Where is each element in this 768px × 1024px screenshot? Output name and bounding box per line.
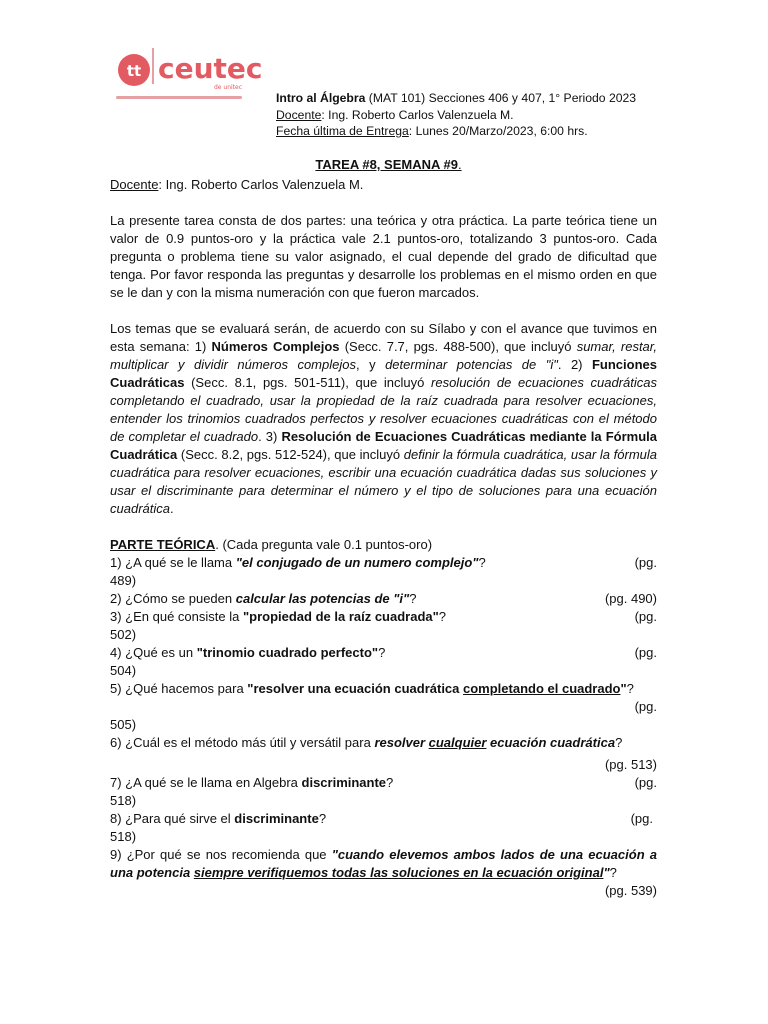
question-5: 5) ¿Qué hacemos para "resolver una ecuación cuadrática completando el cuadrado"? (pg. 505) <box>110 681 657 732</box>
docente-line: Docente: Ing. Roberto Carlos Valenzuela M. <box>276 107 514 122</box>
question-8: 8) ¿Para qué sirve el discriminante? (pg. 518) <box>110 811 653 844</box>
logo-mark-text: tt <box>126 62 142 80</box>
fecha-line: Fecha última de Entrega: Lunes 20/Marzo/2023, 6:00 hrs. <box>276 124 588 138</box>
question-4: 4) ¿Qué es un "trinomio cuadrado perfecto"? (pg. 504) <box>110 645 657 678</box>
intro-paragraph: La presente tarea consta de dos partes: una teórica y otra práctica. La parte teórica tiene un valor de 0.9 puntos-oro y la práctica vale 2.1 puntos-oro, totalizando 3 puntos-oro. Cada pregunta o problema tiene su valor asignado, el cual depende del grado de dificultad que tenga. Por favor responda las preguntas y desarrolle los problemas en el mismo orden en que se le dan y con la misma numeración con que fueron marcados. <box>110 213 657 300</box>
question-2: 2) ¿Cómo se pueden calcular las potencias de "i"? (pg. 490) <box>110 591 657 606</box>
temas-paragraph: Los temas que se evaluará serán, de acuerdo con su Sílabo y con el avance que tuvimos en esta semana: 1) Números Complejos (Secc. 7.7, pgs. 488-500), que incluyó sumar, restar, multiplicar y dividir números complejos, y determinar potencias de "i". 2) Funciones Cuadráticas (Secc. 8.1, pgs. 501-511), que incluyó resolución de ecuaciones cuadráticas completando el cuadrado, usar la propiedad de la raíz cuadrada para resolver ecuaciones, entender los trinomios cuadrados perfectos y resolver ecuaciones cuadráticas con el método de completar el cuadrado. 3) Resolución de Ecuaciones Cuadráticas mediante la Fórmula Cuadrática (Secc. 8.2, pgs. 512-524), que incluyó definir la fórmula cuadrática, usar la fórmula cuadrática para resolver ecuaciones, escribir una ecuación cuadrática dadas sus soluciones y usar el discriminante para determinar el número y el tipo de soluciones para una ecuación cuadrática. <box>110 321 658 516</box>
docente-line-body: Docente: Ing. Roberto Carlos Valenzuela M. <box>110 177 364 192</box>
logo-underline <box>116 96 242 99</box>
question-3: 3) ¿En qué consiste la "propiedad de la raíz cuadrada"? (pg. 502) <box>110 609 657 642</box>
document-body <box>110 156 657 900</box>
parte-teorica-heading: PARTE TEÓRICA. (Cada pregunta vale 0.1 puntos-oro) <box>110 537 433 552</box>
question-7: 7) ¿A qué se le llama en Algebra discriminante? (pg. 518) <box>110 775 657 808</box>
course-header <box>276 90 636 140</box>
logo-brand-text: ceutec <box>158 52 263 85</box>
page-title: TAREA #8, SEMANA #9. <box>315 157 462 172</box>
question-6: 6) ¿Cuál es el método más útil y versátil para resolver cualquier ecuación cuadrática? (pg. 513) <box>110 735 657 772</box>
course-line: Intro al Álgebra (MAT 101) Secciones 406 y 407, 1° Periodo 2023 <box>276 91 637 105</box>
question-1: 1) ¿A qué se le llama "el conjugado de un numero complejo"? (pg. 489) <box>110 555 657 588</box>
question-9: 9) ¿Por qué se nos recomienda que "cuando elevemos ambos lados de una ecuación a una potencia siempre verifiquemos todas las soluciones en la ecuación original"? (pg. 539) <box>110 847 658 898</box>
ceutec-logo <box>112 40 263 104</box>
logo-sub-text: de unitec <box>214 84 243 91</box>
